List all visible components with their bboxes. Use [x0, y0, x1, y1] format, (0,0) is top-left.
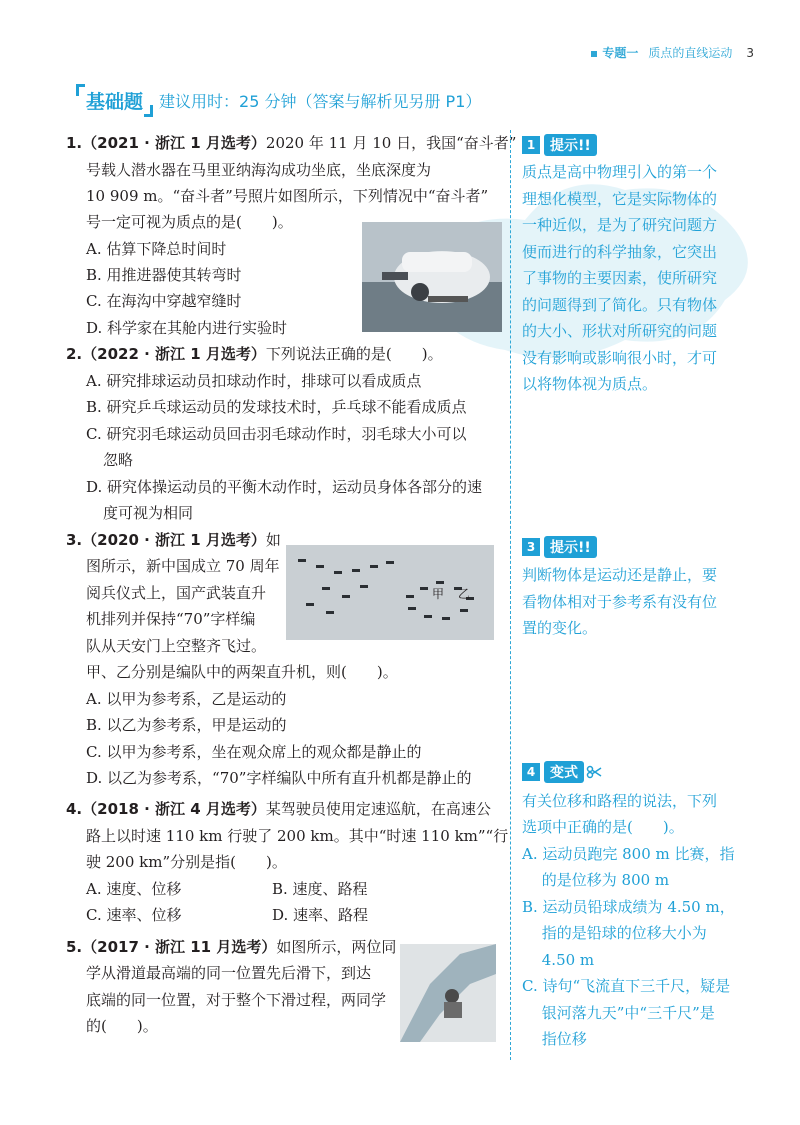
variant-4-option-a: A. 运动员跑完 800 m 比赛，指: [522, 845, 735, 863]
q3-option-a: A. 以甲为参考系，乙是运动的: [86, 690, 287, 708]
q2-line-1: [66, 341, 443, 367]
q5-line-4: 的( )。: [86, 1017, 158, 1035]
q3-option-b: B. 以乙为参考系，甲是运动的: [86, 716, 287, 734]
q1-option-b: B. 用推进器使其转弯时: [86, 266, 242, 284]
section-tag: 基础题: [76, 87, 153, 114]
q2-stem: 下列说法正确的是( )。: [265, 345, 443, 363]
q3-text-1: 如: [265, 531, 281, 549]
hint-1-line: 了事物的主要因素，使所研究: [522, 269, 718, 287]
q1-option-a: A. 估算下降总时间时: [86, 240, 227, 258]
q4-line-3: 驶 200 km”分别是指( )。: [86, 853, 287, 871]
submersible-photo: [362, 222, 502, 332]
hint-3-line: 看物体相对于参考系有没有位: [522, 593, 718, 611]
section-subtitle: 建议用时：25 分钟（答案与解析见另册 P1）: [159, 91, 482, 111]
variant-4-option-b-cont: 4.50 m: [522, 951, 595, 969]
q3-option-d: D. 以乙为参考系，“70”字样编队中所有直升机都是静止的: [86, 769, 472, 787]
q4-text-1: 某驾驶员使用定速巡航，在高速公: [265, 800, 491, 818]
q5-head: 5.（2017 · 浙江 11 月选考）: [66, 938, 277, 956]
scissors-icon: [586, 765, 602, 779]
header-topic: 专题一: [602, 46, 639, 60]
q3-line-6: 甲、乙分别是编队中的两架直升机，则( )。: [86, 663, 398, 681]
q2-option-c-cont: 忽略: [103, 451, 134, 469]
q4-head: 4.（2018 · 浙江 4 月选考）: [66, 800, 266, 818]
q1-line-1: [66, 130, 516, 156]
hint-1-line: 质点是高中物理引入的第一个: [522, 163, 718, 181]
hint-1-line: 的问题得到了简化。只有物体: [522, 296, 718, 314]
hint-3-line: 判断物体是运动还是静止，要: [522, 566, 718, 584]
variant-4-line: 选项中正确的是( )。: [522, 818, 684, 836]
hint-3-line: 置的变化。: [522, 619, 598, 637]
variant-4-option-c: C. 诗句“飞流直下三千尺，疑是: [522, 977, 731, 995]
q3-line-2: 图所示，新中国成立 70 周年: [86, 557, 280, 575]
hint-1-label: 提示!!: [544, 134, 597, 156]
variant-4-label: 变式: [544, 761, 584, 783]
hint-3-label: 提示!!: [544, 536, 597, 558]
page-number: 3: [746, 46, 754, 60]
q2-option-d-cont: 度可视为相同: [103, 504, 194, 522]
q4-option-c: C. 速率、位移: [86, 906, 182, 924]
q4-option-d: D. 速率、路程: [272, 906, 369, 924]
hint-1-number: 1: [522, 136, 540, 154]
header-subtitle: 质点的直线运动: [648, 46, 733, 60]
hint-1-line: 便而进行的科学抽象，它突出: [522, 243, 718, 261]
label-yi: 乙: [458, 587, 471, 601]
label-jia: 甲: [432, 587, 445, 601]
q2-head: 2.（2022 · 浙江 1 月选考）: [66, 345, 266, 363]
hint-1-line: 没有影响或影响很小时，才可: [522, 349, 718, 367]
variant-4-option-b-cont: 指的是铅球的位移大小为: [522, 924, 707, 942]
q2-option-b: B. 研究乒乓球运动员的发球技术时，乒乓球不能看成质点: [86, 398, 467, 416]
q1-line-3: 10 909 m。“奋斗者”号照片如图所示，下列情况中“奋斗者”: [86, 187, 489, 205]
q2-option-a: A. 研究排球运动员扣球动作时，排球可以看成质点: [86, 372, 422, 390]
q5-line-1: [66, 934, 396, 960]
q1-option-c: C. 在海沟中穿越窄缝时: [86, 292, 242, 310]
hint-1-line: 以将物体视为质点。: [522, 375, 658, 393]
column-divider: [510, 130, 511, 1060]
header-marker: [591, 51, 597, 57]
variant-4-option-b: B. 运动员铅球成绩为 4.50 m，: [522, 898, 735, 916]
variant-4-option-c-cont: 指位移: [522, 1030, 587, 1048]
q1-head: 1.（2021 · 浙江 1 月选考）: [66, 134, 266, 152]
q3-option-c: C. 以甲为参考系，坐在观众席上的观众都是静止的: [86, 743, 422, 761]
hint-1-line: 一种近似，是为了研究问题方: [522, 216, 718, 234]
q3-line-4: 机排列并保持“70”字样编: [86, 610, 256, 628]
hint-1-line: 的大小、形状对所研究的问题: [522, 322, 718, 340]
q1-line-2: 号载人潜水器在马里亚纳海沟成功坐底，坐底深度为: [86, 161, 432, 179]
hint-1-line: 理想化模型，它是实际物体的: [522, 190, 718, 208]
variant-4-option-a-cont: 的是位移为 800 m: [522, 871, 670, 889]
q3-head: 3.（2020 · 浙江 1 月选考）: [66, 531, 266, 549]
variant-4-option-c-cont: 银河落九天”中“三千尺”是: [522, 1004, 715, 1022]
q3-line-3: 阅兵仪式上，国产武装直升: [86, 584, 267, 602]
q2-option-c: C. 研究羽毛球运动员回击羽毛球动作时，羽毛球大小可以: [86, 425, 467, 443]
q3-line-1: [66, 527, 281, 553]
page-header: [591, 44, 754, 61]
q5-text-1: 如图所示，两位同: [276, 938, 397, 956]
q5-line-3: 底端的同一位置，对于整个下滑过程，两同学: [86, 991, 387, 1009]
hint-3-head: [522, 536, 597, 558]
q4-option-b: B. 速度、路程: [272, 880, 368, 898]
q3-line-5: 队从天安门上空整齐飞过。: [86, 637, 267, 655]
q2-option-d: D. 研究体操运动员的平衡木动作时，运动员身体各部分的速: [86, 478, 483, 496]
q1-option-d: D. 科学家在其舱内进行实验时: [86, 319, 288, 337]
q4-option-a: A. 速度、位移: [86, 880, 182, 898]
q4-line-1: [66, 796, 491, 822]
variant-4-number: 4: [522, 763, 540, 781]
helicopter-formation-photo: [286, 545, 494, 640]
q1-line-4: 号一定可视为质点的是( )。: [86, 213, 293, 231]
variant-4-line: 有关位移和路程的说法，下列: [522, 792, 718, 810]
q1-text-1: 2020 年 11 月 10 日，我国“奋斗者”: [265, 134, 517, 152]
q5-line-2: 学从滑道最高端的同一位置先后滑下，到达: [86, 964, 372, 982]
section-title: [76, 86, 481, 114]
hint-3-number: 3: [522, 538, 540, 556]
slide-photo: [400, 944, 496, 1042]
variant-4-head: [522, 761, 602, 783]
hint-1-head: [522, 134, 597, 156]
q4-line-2: 路上以时速 110 km 行驶了 200 km。其中“时速 110 km”“行: [86, 827, 509, 845]
